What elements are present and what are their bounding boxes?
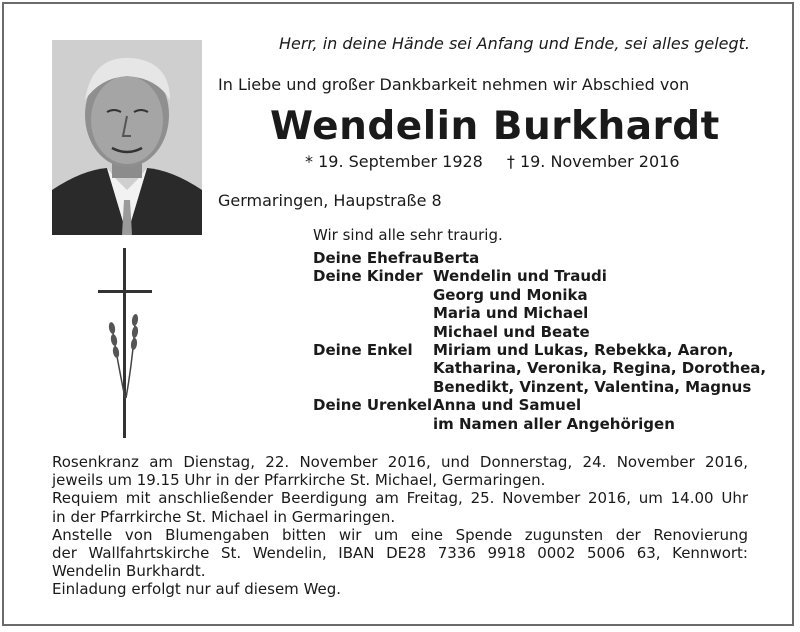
footer-line: Einladung erfolgt nur auf diesem Weg. — [52, 580, 342, 599]
deceased-name: Wendelin Burkhardt — [270, 104, 720, 149]
birth-date: * 19. September 1928 — [305, 152, 483, 171]
motto-verse: Herr, in deine Hände sei Anfang und Ende, sei alles gelegt. — [278, 34, 750, 53]
family-name: Maria und Michael — [433, 304, 589, 323]
sad-line: Wir sind alle sehr traurig. — [313, 226, 503, 244]
portrait-photo — [52, 40, 202, 235]
family-name: Anna und Samuel — [433, 396, 582, 415]
life-dates — [305, 152, 680, 171]
family-name: Katharina, Veronika, Regina, Dorothea, — [433, 359, 767, 378]
family-label: Deine Enkel — [313, 341, 413, 360]
family-row-children — [313, 267, 766, 341]
cross-with-wheat-icon — [95, 248, 155, 438]
family-row-grandchildren — [313, 341, 766, 396]
family-list — [313, 249, 766, 433]
death-date: † 19. November 2016 — [506, 152, 680, 171]
footer-line: in der Pfarrkirche St. Michael in Germaringen. — [52, 507, 396, 526]
footer-line: Requiem mit anschließender Beerdigung am Freitag, 25. November 2016, um 14.00 Uhr — [52, 489, 748, 508]
family-label: Deine Urenkel — [313, 396, 433, 415]
family-row-spouse — [313, 249, 766, 267]
footer-line: jeweils um 19.15 Uhr in der Pfarrkirche St. Michael, Germaringen. — [52, 471, 546, 490]
family-name: im Namen aller Angehörigen — [433, 414, 675, 433]
footer-line: der Wallfahrtskirche St. Wendelin, IBAN DE28 7336 9918 0002 5006 63, Kennwort: — [52, 544, 748, 563]
footer-line: Wendelin Burkhardt. — [52, 562, 206, 581]
address: Germaringen, Haupstraße 8 — [218, 191, 442, 210]
family-name: Michael und Beate — [433, 322, 590, 341]
intro-line: In Liebe und großer Dankbarkeit nehmen wir Abschied von — [218, 75, 690, 94]
family-name: Wendelin und Traudi — [433, 267, 607, 286]
family-label: Deine Ehefrau — [313, 249, 433, 267]
footer-line: Anstelle von Blumengaben bitten wir um eine Spende zugunsten der Renovierung — [52, 525, 748, 544]
family-row-great-grandchildren — [313, 396, 766, 433]
family-name: Georg und Monika — [433, 285, 588, 304]
footer-line: Rosenkranz am Dienstag, 22. November 2016, und Donnerstag, 24. November 2016, — [52, 453, 748, 471]
family-name: Benedikt, Vinzent, Valentina, Magnus — [433, 377, 752, 396]
family-name: Berta — [433, 249, 480, 267]
family-label: Deine Kinder — [313, 267, 423, 286]
family-name: Miriam und Lukas, Rebekka, Aaron, — [433, 341, 734, 360]
service-details — [52, 453, 748, 599]
